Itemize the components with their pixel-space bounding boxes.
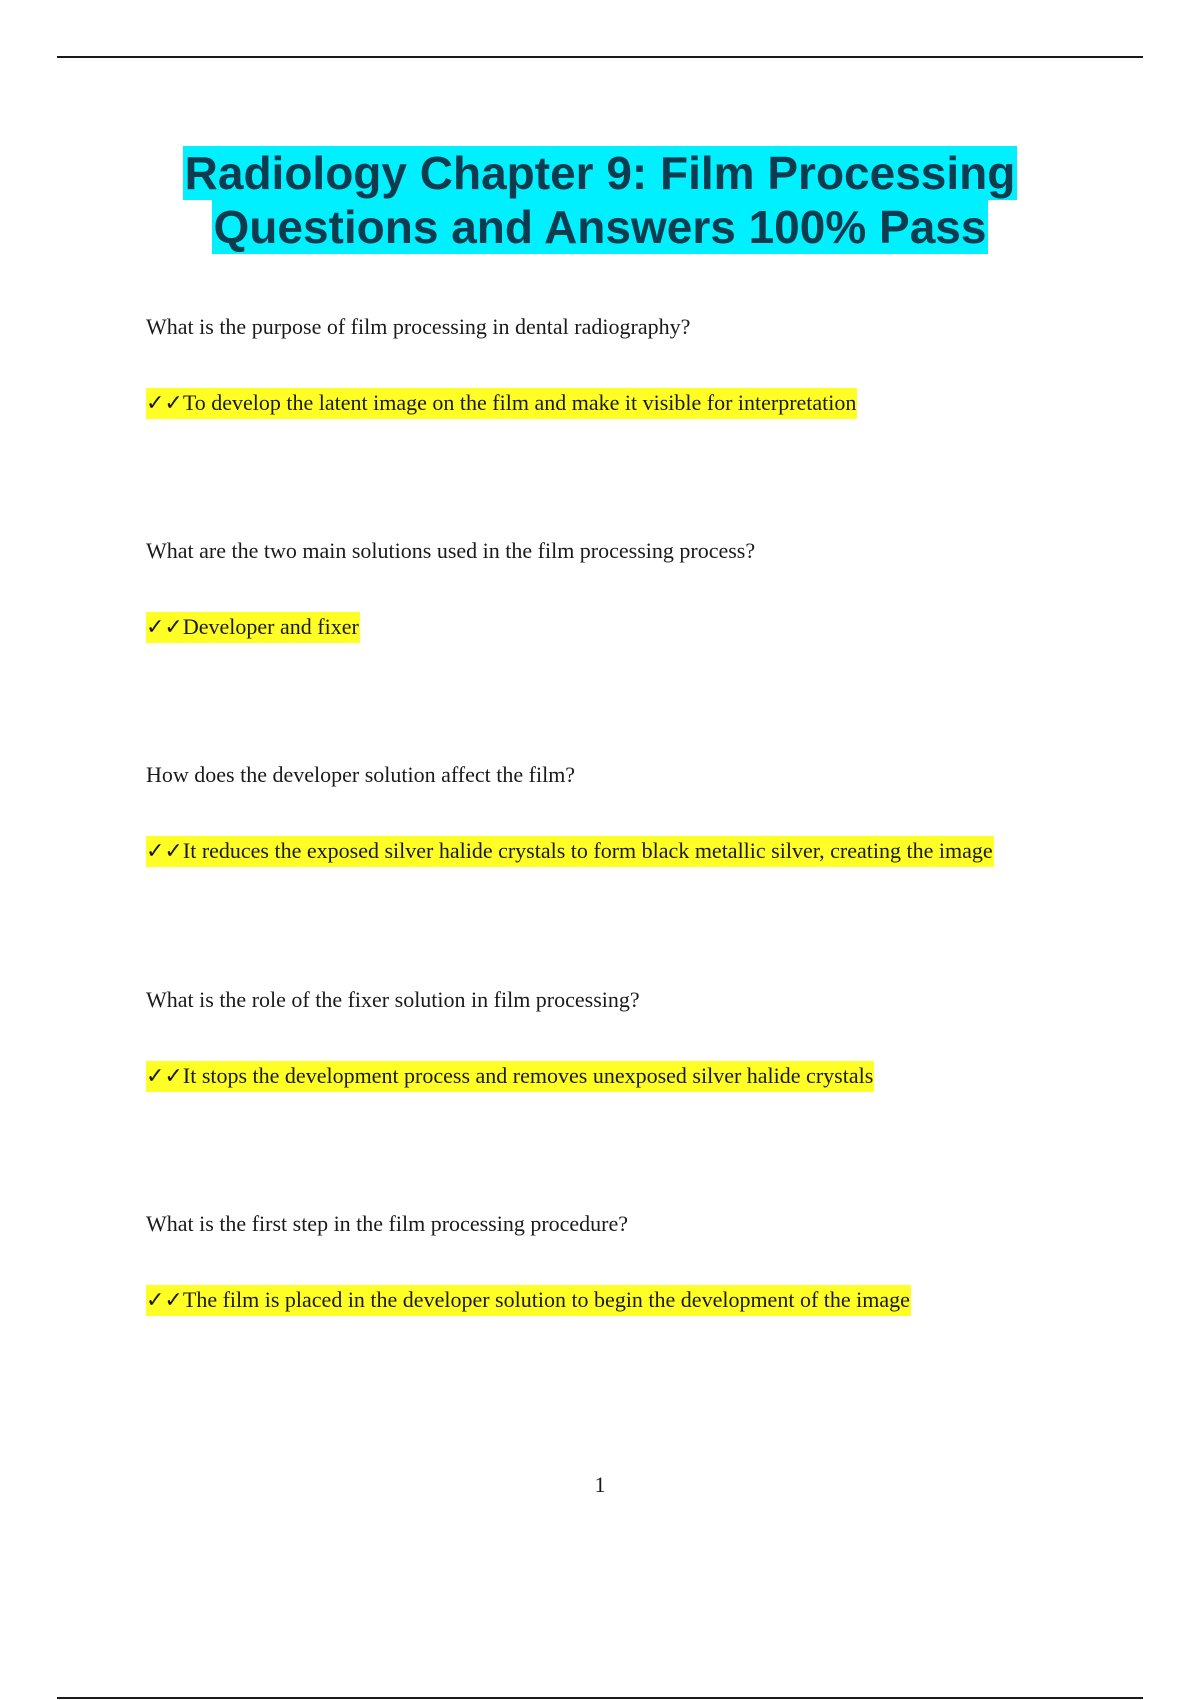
qa-item-5 xyxy=(146,1210,1106,1313)
page-number: 1 xyxy=(594,1472,606,1497)
page-title xyxy=(0,146,1200,254)
double-check-icon: ✓✓ xyxy=(146,615,183,640)
answer-text: The film is placed in the developer solution to begin the development of the image xyxy=(182,1287,910,1312)
answer-highlight xyxy=(146,1061,874,1092)
question-text: How does the developer solution affect the film? xyxy=(146,762,576,787)
question-text: What are the two main solutions used in the film processing process? xyxy=(146,538,756,563)
double-check-icon: ✓✓ xyxy=(146,1288,183,1313)
double-check-icon: ✓✓ xyxy=(146,839,183,864)
question-text: What is the first step in the film processing procedure? xyxy=(146,1211,629,1236)
answer-text: Developer and fixer xyxy=(182,614,359,639)
answer-highlight xyxy=(146,388,857,419)
answer-highlight xyxy=(146,612,360,643)
question-text: What is the role of the fixer solution in film processing? xyxy=(146,987,640,1012)
answer-text: To develop the latent image on the film and make it visible for interpretation xyxy=(182,390,857,415)
title-line-1: Radiology Chapter 9: Film Processing xyxy=(184,147,1016,199)
title-line-2: Questions and Answers 100% Pass xyxy=(213,201,987,253)
double-check-icon: ✓✓ xyxy=(146,1064,183,1089)
question-text: What is the purpose of film processing in dental radiography? xyxy=(146,314,691,339)
answer-text: It stops the development process and removes unexposed silver halide crystals xyxy=(182,1063,874,1088)
qa-item-2 xyxy=(146,537,1106,640)
answer-text: It reduces the exposed silver halide crystals to form black metallic silver, creating the image xyxy=(182,838,993,863)
qa-item-4 xyxy=(146,986,1106,1089)
top-rule xyxy=(57,56,1143,58)
bottom-rule xyxy=(57,1697,1143,1699)
qa-item-3 xyxy=(146,761,1106,864)
double-check-icon: ✓✓ xyxy=(146,391,183,416)
answer-highlight xyxy=(146,1285,911,1316)
qa-item-1 xyxy=(146,313,1106,416)
answer-highlight xyxy=(146,836,994,867)
